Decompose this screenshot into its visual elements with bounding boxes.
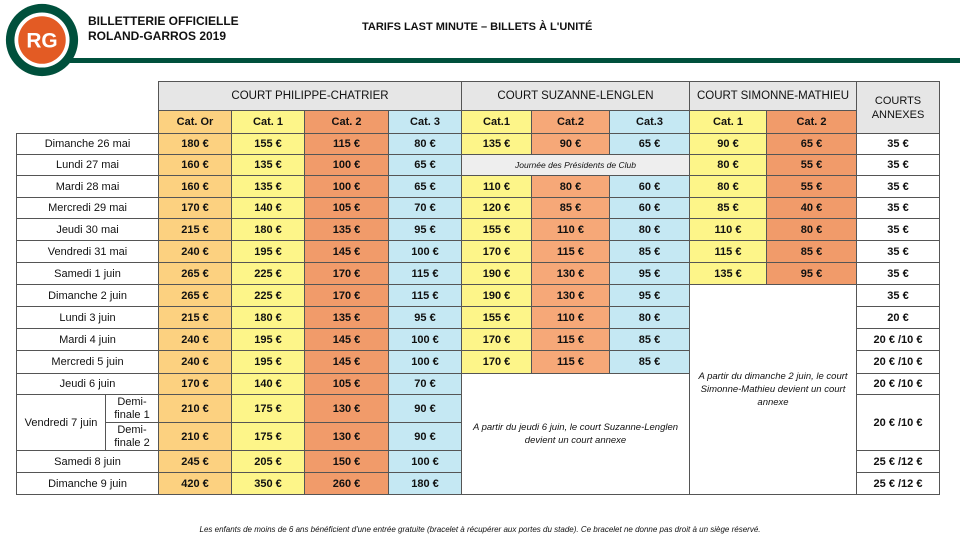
mathieu-annex-note: A partir du dimanche 2 juin, le court Simonne-Mathieu devient un court annexe [690, 285, 857, 495]
page-title: TARIFS LAST MINUTE – BILLETS À L'UNITÉ [362, 21, 593, 33]
price-cell: 145 € [305, 241, 389, 263]
table-row [17, 134, 940, 155]
annex-price-cell: 25 € /12 € [857, 473, 940, 495]
court-header-chatrier: COURT PHILIPPE-CHATRIER [159, 82, 462, 111]
date-cell: Mardi 28 mai [17, 176, 159, 198]
price-cell: 215 € [159, 219, 232, 241]
price-cell: 180 € [232, 219, 305, 241]
price-cell: 140 € [232, 198, 305, 219]
price-cell: 115 € [690, 241, 767, 263]
annex-price-cell: 20 € /10 € [857, 329, 940, 351]
price-cell: 210 € [159, 423, 232, 451]
table-row [17, 155, 940, 176]
price-cell: 80 € [690, 155, 767, 176]
price-cell: 100 € [389, 329, 462, 351]
price-cell: 155 € [462, 307, 532, 329]
roland-garros-logo [4, 2, 80, 78]
brand-line-2: ROLAND-GARROS 2019 [88, 29, 227, 43]
price-table [16, 81, 940, 495]
price-cell: 115 € [305, 134, 389, 155]
price-cell: 110 € [532, 307, 610, 329]
table-row [17, 219, 940, 241]
price-table-body [17, 82, 940, 495]
annex-price-cell: 35 € [857, 263, 940, 285]
price-cell: 160 € [159, 176, 232, 198]
price-cell: 420 € [159, 473, 232, 495]
price-cell: 140 € [232, 374, 305, 395]
price-cell: 130 € [305, 395, 389, 423]
cat-header-pc-or: Cat. Or [159, 111, 232, 134]
price-cell: 265 € [159, 263, 232, 285]
price-cell: 135 € [305, 219, 389, 241]
price-cell: 240 € [159, 329, 232, 351]
price-cell: 80 € [532, 176, 610, 198]
price-cell: 85 € [610, 241, 690, 263]
price-cell: 80 € [610, 219, 690, 241]
price-cell: 130 € [305, 423, 389, 451]
price-cell: 135 € [462, 134, 532, 155]
date-cell: Mardi 4 juin [17, 329, 159, 351]
price-cell: 350 € [232, 473, 305, 495]
price-cell: 55 € [767, 155, 857, 176]
price-cell: 70 € [389, 198, 462, 219]
price-cell: 60 € [610, 176, 690, 198]
price-cell: 180 € [159, 134, 232, 155]
cat-header-pc-2: Cat. 2 [305, 111, 389, 134]
price-cell: 90 € [690, 134, 767, 155]
price-cell: 195 € [232, 241, 305, 263]
price-cell: 105 € [305, 198, 389, 219]
price-cell: 145 € [305, 329, 389, 351]
price-cell: 170 € [305, 263, 389, 285]
price-cell: 180 € [232, 307, 305, 329]
cat-header-pc-3: Cat. 3 [389, 111, 462, 134]
table-row [17, 241, 940, 263]
annex-price-cell: 35 € [857, 219, 940, 241]
price-cell: 110 € [532, 219, 610, 241]
date-cell: Jeudi 30 mai [17, 219, 159, 241]
price-cell: 60 € [610, 198, 690, 219]
table-row [17, 176, 940, 198]
date-cell: Vendredi 7 juin [17, 395, 106, 451]
price-cell: 215 € [159, 307, 232, 329]
price-cell: 95 € [767, 263, 857, 285]
price-cell: 170 € [159, 374, 232, 395]
price-cell: 265 € [159, 285, 232, 307]
court-header-row [17, 82, 940, 111]
price-cell: 110 € [462, 176, 532, 198]
annex-price-cell: 35 € [857, 176, 940, 198]
date-cell: Mercredi 5 juin [17, 351, 159, 374]
price-cell: 90 € [532, 134, 610, 155]
price-cell: 40 € [767, 198, 857, 219]
cat-header-sl-1: Cat.1 [462, 111, 532, 134]
price-cell: 130 € [532, 263, 610, 285]
price-cell: 160 € [159, 155, 232, 176]
annex-price-cell: 35 € [857, 285, 940, 307]
price-cell: 85 € [610, 329, 690, 351]
price-cell: 150 € [305, 451, 389, 473]
price-cell: 170 € [462, 351, 532, 374]
price-cell: 190 € [462, 285, 532, 307]
price-cell: 240 € [159, 241, 232, 263]
footer-note: Les enfants de moins de 6 ans bénéficient d'une entrée gratuite (bracelet à récupérer aux portes du stade). Ce bracelet ne donne pas droit à un siège réservé. [199, 525, 761, 534]
price-cell: 65 € [610, 134, 690, 155]
price-cell: 115 € [389, 285, 462, 307]
annex-price-cell: 35 € [857, 134, 940, 155]
price-cell: 65 € [389, 176, 462, 198]
session-cell: Demi-finale 2 [106, 423, 159, 451]
price-cell: 100 € [305, 155, 389, 176]
price-cell: 175 € [232, 395, 305, 423]
price-cell: 170 € [159, 198, 232, 219]
price-cell: 100 € [389, 241, 462, 263]
price-cell: 110 € [690, 219, 767, 241]
price-cell: 90 € [389, 395, 462, 423]
table-row [17, 263, 940, 285]
cat-header-sm-1: Cat. 1 [690, 111, 767, 134]
price-cell: 180 € [389, 473, 462, 495]
price-cell: 85 € [690, 198, 767, 219]
price-cell: 225 € [232, 285, 305, 307]
price-cell: 190 € [462, 263, 532, 285]
price-cell: 120 € [462, 198, 532, 219]
price-cell: 80 € [767, 219, 857, 241]
brand-line-1: BILLETTERIE OFFICIELLE [88, 14, 239, 28]
price-cell: 130 € [532, 285, 610, 307]
price-cell: 100 € [389, 451, 462, 473]
price-cell: 135 € [690, 263, 767, 285]
annex-price-cell: 25 € /12 € [857, 451, 940, 473]
price-cell: 80 € [610, 307, 690, 329]
price-cell: 95 € [389, 219, 462, 241]
price-cell: 85 € [767, 241, 857, 263]
cat-header-sl-3: Cat.3 [610, 111, 690, 134]
price-cell: 115 € [532, 351, 610, 374]
cat-header-sl-2: Cat.2 [532, 111, 610, 134]
date-cell: Dimanche 9 juin [17, 473, 159, 495]
price-cell: 195 € [232, 329, 305, 351]
date-cell: Vendredi 31 mai [17, 241, 159, 263]
date-cell: Jeudi 6 juin [17, 374, 159, 395]
annex-price-cell: 20 € [857, 307, 940, 329]
price-cell: 115 € [532, 241, 610, 263]
session-cell: Demi-finale 1 [106, 395, 159, 423]
price-cell: 155 € [462, 219, 532, 241]
price-cell: 205 € [232, 451, 305, 473]
price-cell: 135 € [305, 307, 389, 329]
svg-text:RG: RG [26, 29, 58, 53]
price-cell: 135 € [232, 155, 305, 176]
brand-title [88, 14, 239, 44]
price-cell: 245 € [159, 451, 232, 473]
date-cell: Samedi 1 juin [17, 263, 159, 285]
date-cell: Dimanche 2 juin [17, 285, 159, 307]
price-cell: 225 € [232, 263, 305, 285]
price-cell: 105 € [305, 374, 389, 395]
price-cell: 90 € [389, 423, 462, 451]
price-cell: 170 € [462, 241, 532, 263]
annex-price-cell: 20 € /10 € [857, 374, 940, 395]
annex-price-cell: 35 € [857, 198, 940, 219]
price-cell: 85 € [532, 198, 610, 219]
cat-header-pc-1: Cat. 1 [232, 111, 305, 134]
price-cell: 80 € [389, 134, 462, 155]
court-header-lenglen: COURT SUZANNE-LENGLEN [462, 82, 690, 111]
corner-blank [17, 82, 159, 134]
price-cell: 170 € [305, 285, 389, 307]
price-cell: 115 € [389, 263, 462, 285]
lenglen-annex-note: A partir du jeudi 6 juin, le court Suzanne-Lenglen devient un court annexe [462, 374, 690, 495]
price-cell: 70 € [389, 374, 462, 395]
table-row [17, 285, 940, 307]
header-divider [70, 58, 960, 63]
price-cell: 195 € [232, 351, 305, 374]
price-cell: 260 € [305, 473, 389, 495]
price-cell: 100 € [389, 351, 462, 374]
date-cell: Dimanche 26 mai [17, 134, 159, 155]
price-cell: 85 € [610, 351, 690, 374]
price-cell: 95 € [610, 285, 690, 307]
price-cell: 100 € [305, 176, 389, 198]
annex-price-cell: 20 € /10 € [857, 351, 940, 374]
price-cell: 175 € [232, 423, 305, 451]
date-cell: Lundi 3 juin [17, 307, 159, 329]
closed-day-note: Journée des Présidents de Club [462, 155, 690, 176]
page-header [0, 0, 960, 70]
date-cell: Samedi 8 juin [17, 451, 159, 473]
price-cell: 170 € [462, 329, 532, 351]
annex-price-cell: 35 € [857, 155, 940, 176]
date-cell: Mercredi 29 mai [17, 198, 159, 219]
price-cell: 210 € [159, 395, 232, 423]
price-cell: 115 € [532, 329, 610, 351]
price-cell: 155 € [232, 134, 305, 155]
price-cell: 240 € [159, 351, 232, 374]
date-cell: Lundi 27 mai [17, 155, 159, 176]
cat-header-sm-2: Cat. 2 [767, 111, 857, 134]
price-cell: 55 € [767, 176, 857, 198]
price-cell: 95 € [610, 263, 690, 285]
court-header-mathieu: COURT SIMONNE-MATHIEU [690, 82, 857, 111]
price-cell: 65 € [767, 134, 857, 155]
price-cell: 80 € [690, 176, 767, 198]
price-cell: 95 € [389, 307, 462, 329]
table-row [17, 198, 940, 219]
annex-price-cell: 35 € [857, 241, 940, 263]
price-cell: 145 € [305, 351, 389, 374]
price-cell: 65 € [389, 155, 462, 176]
court-header-annexes: COURTS ANNEXES [857, 82, 940, 134]
annex-price-cell: 20 € /10 € [857, 395, 940, 451]
price-cell: 135 € [232, 176, 305, 198]
